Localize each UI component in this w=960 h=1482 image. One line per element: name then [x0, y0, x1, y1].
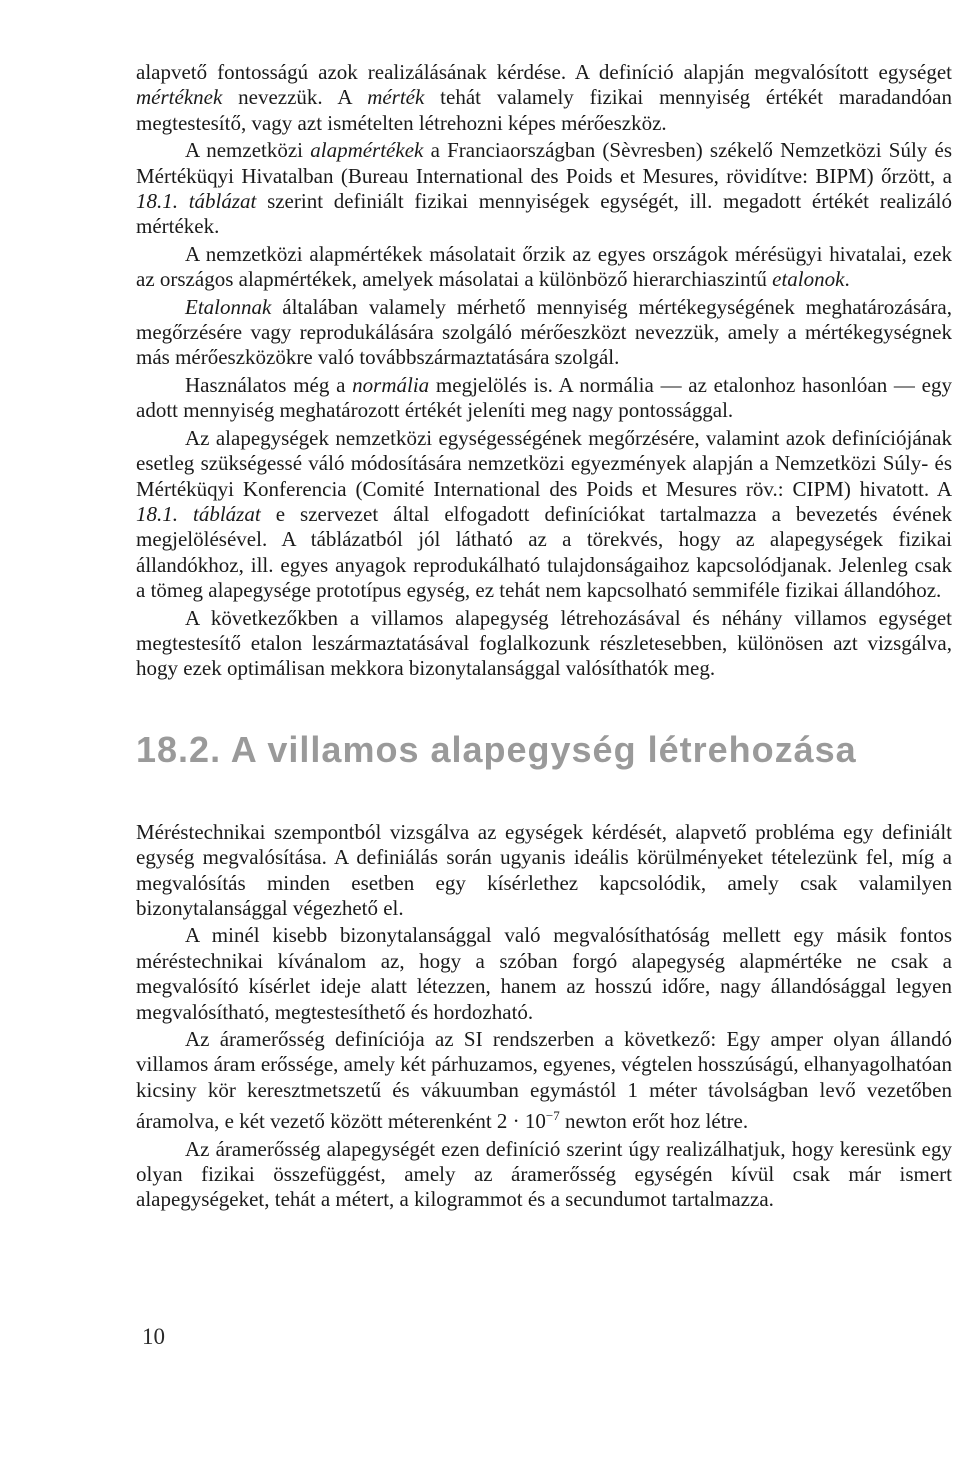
emphasis-text: 18.1. táblázat: [136, 501, 261, 526]
text-run: .: [844, 267, 850, 292]
text-run: Használatos még a: [185, 372, 353, 397]
emphasis-text: alapmértékek: [310, 138, 424, 163]
paragraph: [136, 373, 952, 424]
text-run: nevezzük. A: [222, 85, 368, 110]
paragraph: [136, 1137, 952, 1213]
text-run: Az áramerősség alapegységét ezen definíció szerint úgy realizálhatjuk, hogy keresünk egy olyan fizikai összefüggést, amely az áramerősség egységén kívül csak már ismert alapegységeket, tehát a métert, a kilogrammot és a secundumot tartalmazza.: [136, 1136, 952, 1212]
section-heading: 18.2. A villamos alapegység létrehozása: [136, 728, 857, 770]
paragraph: [136, 820, 952, 922]
paragraph: [136, 295, 952, 371]
paragraph: [136, 1027, 952, 1135]
superscript-text: −7: [545, 1108, 560, 1124]
text-block-top: [136, 60, 952, 682]
text-run: newton erőt hoz létre.: [559, 1109, 749, 1134]
page-number: 10: [142, 1324, 165, 1349]
paragraph: [136, 138, 952, 240]
paragraph: [136, 426, 952, 604]
text-run: A nemzetközi alapmértékek másolatait őrzik az egyes országok mérésügyi hivatalai, ezek az országos alapmértékek, amelyek másolatai a különböző hierarchiaszintű: [136, 241, 952, 292]
paragraph: [136, 242, 952, 293]
emphasis-text: etalonok: [772, 267, 845, 292]
text-run: A nemzetközi: [185, 138, 311, 163]
emphasis-text: Etalonnak: [185, 294, 272, 319]
text-run: általában valamely mérhető mennyiség mértékegységének meghatározására, megőrzésére vagy reprodukálására szolgáló mérőeszközt nevezzük, amely a mértékegységnek más mérőeszközökre való továbbszármaztatására szolgál.: [136, 294, 952, 370]
text-run: A következőkben a villamos alapegység létrehozásával és néhány villamos egységet megtestesítő etalon leszármaztatásával foglalkozunk részletesebben, különösen azt vizsgálva, hogy ezek optimálisan mekkora bizonytalansággal valósíthatók meg.: [136, 605, 952, 681]
emphasis-text: mértéknek: [136, 85, 223, 110]
paragraph: [136, 606, 952, 682]
text-run: alapvető fontosságú azok realizálásának kérdése. A definíció alapján megvalósított egységet: [136, 60, 952, 84]
text-run: A minél kisebb bizonytalansággal való megvalósíthatóság mellett egy másik fontos méréstechnikai kívánalom az, hogy a szóban forgó alapegység alapmértéke ne csak a megvalósító kísérlet ideje alatt létezzen, hanem az hosszú időre, nagy állandósággal legyen megvalósítható, megtestesíthető és hordozható.: [136, 923, 952, 1024]
text-run: Az alapegységek nemzetközi egységességének megőrzésére, valamint azok definíciójának esetleg szükségessé váló módosítására nemzetközi egyezmények alapján a Nemzetközi Súly- és Mértéküqyi Konferencia (Comité International des Poids et Mesures röv.: CIPM) hivatott. A: [136, 425, 952, 501]
paragraph: [136, 923, 952, 1025]
paragraph: [136, 60, 952, 136]
text-run: megjelölés is. A normália — az etalonhoz hasonlóan — egy adott mennyiség meghatározott értékét jeleníti meg nagy pontossággal.: [136, 372, 952, 423]
text-run: a Franciaországban (Sèvresben) székelő Nemzetközi Súly és Mértéküqyi Hivatalban (Bureau International des Poids et Mesures, rövidítve: BIPM) őrzött, a: [136, 138, 953, 188]
text-run: szerint definiált fizikai mennyiségek egységét, ill. megadott értékét realizáló mértékek.: [136, 189, 952, 239]
page-body: [136, 60, 952, 1213]
text-run: e szervezet által elfogadott definíciókat tartalmazza a bevezetés évének megjelölésével. A táblázatból jól látható az a törekvés, hogy az alapegységek fizikai állandókhoz, ill. egyes anyagok reprodukálható tulajdonságaihoz kapcsolódjanak. Jelenleg csak a tömeg alapegysége prototípus egység, ez tehát nem kapcsolható semmiféle fizikai állandóhoz.: [136, 501, 952, 603]
emphasis-text: 18.1. táblázat: [136, 189, 257, 214]
emphasis-text: normália: [352, 372, 430, 397]
emphasis-text: mérték: [367, 85, 425, 110]
text-run: Az áramerősség definíciója az SI rendszerben a következő: Egy amper olyan állandó villamos áram erőssége, amely két párhuzamos, egyenes, végtelen hosszúságú, elhanyagolhatóan kicsiny kör keresztmetszetű és vákuumban egymástól 1 méter távolságban levő vezetőben áramolva, e két vezető között méterenként 2 · 10: [136, 1027, 952, 1134]
text-run: tehát valamely fizikai mennyiség értékét maradandóan megtestesítő, vagy azt ismételten létrehozni képes mérőeszköz.: [136, 85, 952, 135]
text-run: Méréstechnikai szempontból vizsgálva az egységek kérdését, alapvető probléma egy definiált egység megvalósítása. A definiálás során ugyanis ideális körülményeket tételezünk fel, míg a megvalósítás minden esetben egy kísérlethez kapcsolódik, amely csak valamilyen bizonytalansággal végezhető el.: [136, 819, 952, 920]
text-block-bottom: [136, 820, 952, 1213]
